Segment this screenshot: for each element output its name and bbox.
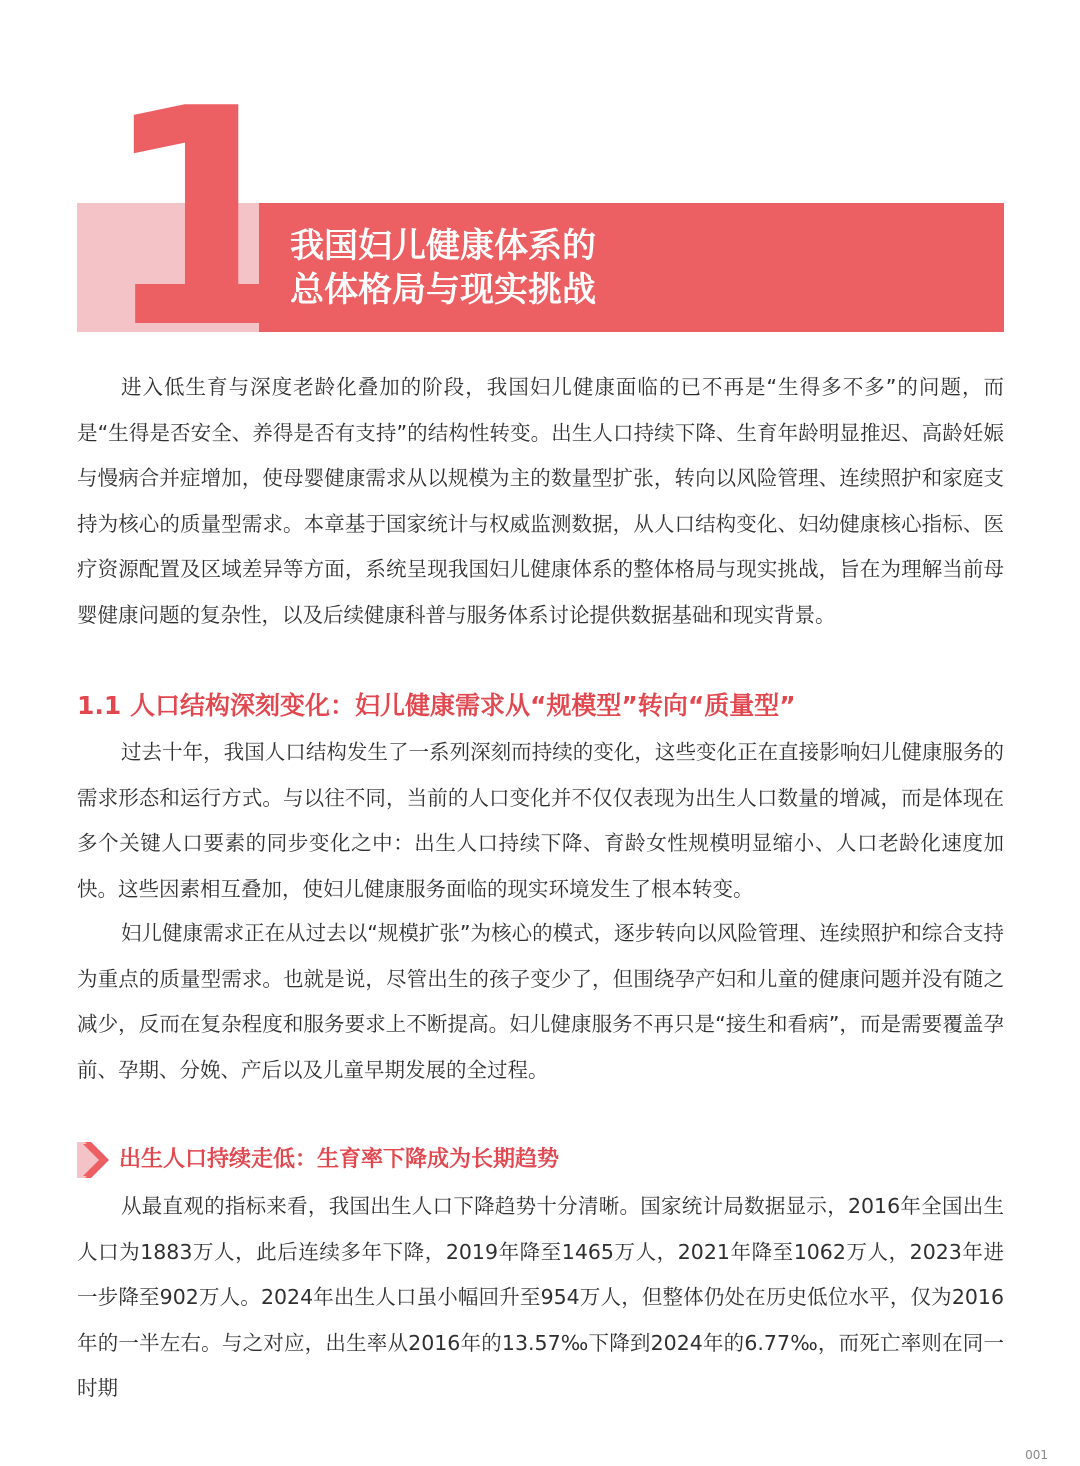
intro-paragraph: 进入低生育与深度老龄化叠加的阶段，我国妇儿健康面临的已不再是“生得多不多”的问题，而是“生得是否安全、养得是否有支持”的结构性转变。出生人口持续下降、生育年龄明显推迟、高龄妊娠与慢病合并症增加，使母婴健康需求从以规模为主的数量型扩张，转向以风险管理、连续照护和家庭支持为核心的质量型需求。本章基于国家统计与权威监测数据，从人口结构变化、妇幼健康核心指标、医疗资源配置及区域差异等方面，系统呈现我国妇儿健康体系的整体格局与现实挑战，旨在为理解当前母婴健康问题的复杂性，以及后续健康科普与服务体系讨论提供数据基础和现实背景。 — [77, 375, 1004, 627]
subsection-paragraph: 从最直观的指标来看，我国出生人口下降趋势十分清晰。国家统计局数据显示，2016年全国出生人口为1883万人，此后连续多年下降，2019年降至1465万人，2021年降至1062万人，2023年进一步降至902万人。2024年出生人口虽小幅回升至954万人，但整体仍处在历史低位水平，仅为2016年的一半左右。与之对应，出生率从2016年的13.57‰下降到2024年的6.77‰，而死亡率则在同一时期 — [77, 1194, 1004, 1400]
section-title: 1.1 人口结构深刻变化：妇儿健康需求从“规模型”转向“质量型” — [77, 691, 796, 720]
sub-heading-marker-icon — [77, 1142, 109, 1178]
chapter-number: 1 — [100, 45, 299, 394]
chapter-title-line1: 我国妇儿健康体系的 — [290, 226, 596, 266]
chapter-title — [290, 224, 596, 312]
sub-heading — [77, 1140, 559, 1180]
page-number: 001 — [1025, 1448, 1048, 1462]
section-paragraph-2: 妇儿健康需求正在从过去以“规模扩张”为核心的模式，逐步转向以风险管理、连续照护和综合支持为重点的质量型需求。也就是说，尽管出生的孩子变少了，但围绕孕产妇和儿童的健康问题并没有随之减少，反而在复杂程度和服务要求上不断提高。妇儿健康服务不再只是“接生和看病”，而是需要覆盖孕前、孕期、分娩、产后以及儿童早期发展的全过程。 — [77, 921, 1004, 1082]
sub-heading-title: 出生人口持续走低：生育率下降成为长期趋势 — [119, 1147, 560, 1172]
chapter-title-line2: 总体格局与现实挑战 — [290, 270, 596, 310]
section-paragraph-1: 过去十年，我国人口结构发生了一系列深刻而持续的变化，这些变化正在直接影响妇儿健康服务的需求形态和运行方式。与以往不同，当前的人口变化并不仅仅表现为出生人口数量的增减，而是体现在多个关键人口要素的同步变化之中：出生人口持续下降、育龄女性规模明显缩小、人口老龄化速度加快。这些因素相互叠加，使妇儿健康服务面临的现实环境发生了根本转变。 — [77, 740, 1004, 901]
